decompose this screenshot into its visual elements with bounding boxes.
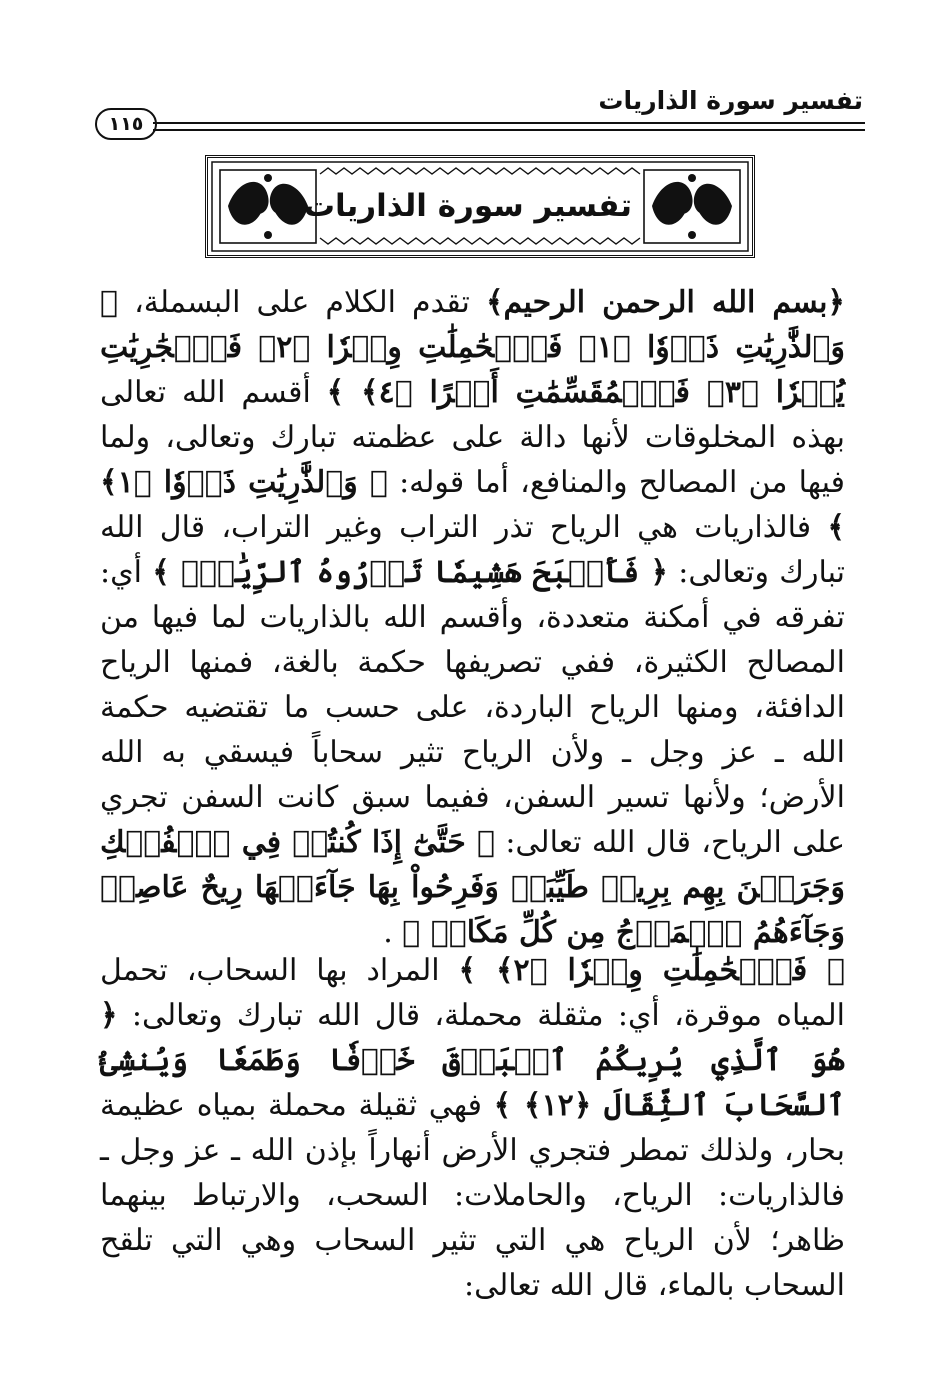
quran-verse: ﴿ فَأَصۡبَحَ هَشِيمٗا تَذۡرُوهُ ٱلرِّيَٰحُۗ ﴾ (152, 555, 668, 590)
surah-title: تفسير سورة الذاريات (303, 188, 632, 224)
body-paragraph (100, 280, 845, 955)
running-title: تفسير سورة الذاريات (598, 86, 863, 115)
quran-verse: ﴿ هُوَ ٱلَّذِي يُرِيكُمُ ٱلۡبَرۡقَ خَوۡفٗا وَطَمَعٗا وَيُنشِئُ ٱلسَّحَابَ ٱلثِّقَالَ ﴿١٢﴾ ﴾ (100, 998, 846, 1123)
commentary-text: . (383, 915, 403, 950)
commentary-text: المراد بها السحاب، تحمل المياه موقرة، أي: مثقلة محملة، قال الله تبارك وتعالى: (100, 953, 845, 1033)
commentary-text: فالذاريات هي الرياح تذر التراب وغير التراب، قال الله تبارك وتعالى: (100, 510, 845, 590)
page-header (95, 78, 865, 138)
commentary-text: فهي ثقيلة محملة بمياه عظيمة بحار، ولذلك تمطر فتجري الأرض أنهاراً بإذن الله ـ عز وجل ـ فالذاريات: الرياح، والحاملات: السحب، والارتباط بينهما ظاهر؛ لأن الرياح هي التي تثير السحاب وهي التي تلقح السحاب بالماء، قال الله تعالى: (100, 1088, 845, 1303)
commentary-text: أقسم الله تعالى بهذه المخلوقات لأنها دالة على عظمته تبارك وتعالى، ولما فيها من المصالح والمنافع، أما قوله: (100, 375, 845, 500)
quran-verse: ﴿ وَٱلذَّٰرِيَٰتِ ذَرۡوٗا ﴿١﴾ فَٱلۡحَٰمِلَٰتِ وِقۡرٗا ﴿٢﴾ فَٱلۡجَٰرِيَٰتِ يُسۡرٗا ﴿٣﴾ فَٱلۡمُقَسِّمَٰتِ أَمۡرًا ﴿٤﴾ ﴾ (100, 285, 845, 410)
page-number: ١١٥ (95, 108, 157, 140)
body-paragraph (100, 948, 845, 1308)
commentary-text: تقدم الكلام على البسملة، (118, 285, 486, 320)
header-rule (153, 129, 865, 131)
commentary-text: أي: تفرقه في أمكنة متعددة، وأقسم الله بالذاريات لما فيها من المصالح الكثيرة، ففي تصريفها حكمة بالغة، فمنها الرياح الدافئة، ومنها الرياح الباردة، على حسب ما تقتضيه حكمة الله ـ عز وجل ـ ولأن الرياح تثير سحاباً فيسقي به الله الأرض؛ ولأنها تسير السفن، ففيما سبق كانت السفن تجري على الرياح، قال الله تعالى: (100, 555, 845, 860)
header-rule (153, 122, 865, 124)
surah-title-frame (205, 155, 755, 258)
quran-verse: ﴿ وَٱلذَّٰرِيَٰتِ ذَرۡوٗا ﴿١﴾ ﴾ (100, 465, 845, 545)
quran-verse: ﴿بسم الله الرحمن الرحيم﴾ (485, 285, 846, 320)
quran-verse: ﴿ حَتَّىٰٓ إِذَا كُنتُمۡ فِي ٱلۡفُلۡكِ وَجَرَيۡنَ بِهِم بِرِيحٖ طَيِّبَةٖ وَفَرِحُواْ بِهَا جَآءَتۡهَا رِيحٌ عَاصِفٞ وَجَآءَهُمُ ٱلۡمَوۡجُ مِن كُلِّ مَكَانٖ ﴾ (100, 825, 845, 950)
quran-verse: ﴿ فَٱلۡحَٰمِلَٰتِ وِقۡرٗا ﴿٢﴾ ﴾ (458, 953, 845, 988)
